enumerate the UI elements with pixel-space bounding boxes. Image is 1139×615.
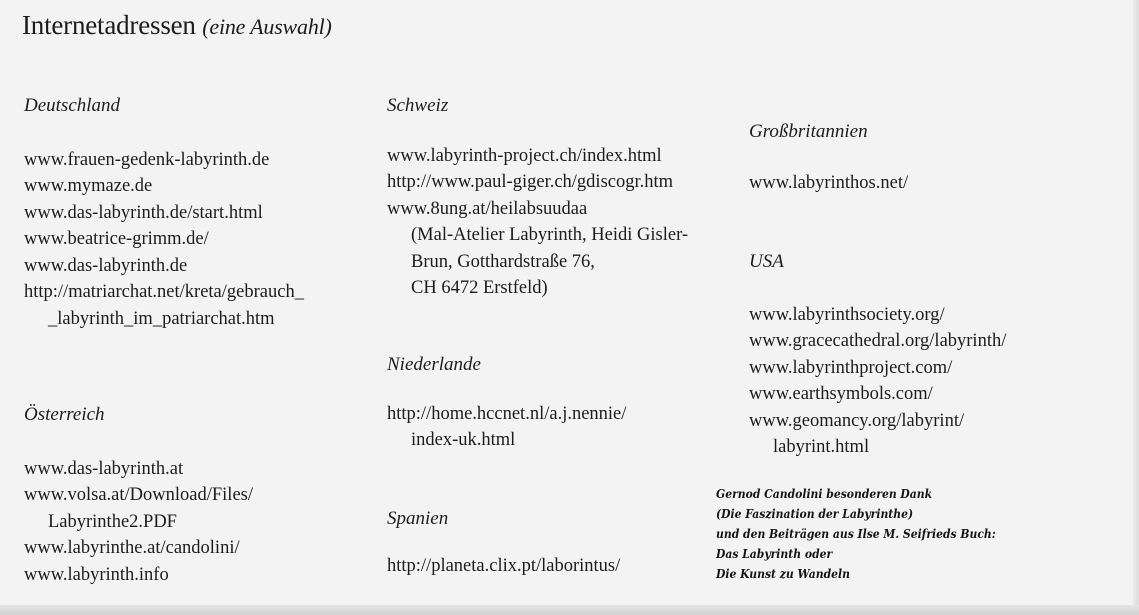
section-deutschland xyxy=(24,93,304,332)
section-oesterreich xyxy=(24,402,253,588)
section-grossbritannien xyxy=(749,119,908,196)
link-planeta-clix[interactable]: http://planeta.clix.pt/laborintus/ xyxy=(387,555,621,576)
link-mymaze[interactable]: www.mymaze.de xyxy=(24,176,153,196)
title-text: Internetadressen xyxy=(22,10,196,40)
page-title xyxy=(22,10,332,41)
link-hccnet-cont[interactable]: index-uk.html xyxy=(411,430,516,450)
section-spanien xyxy=(387,506,620,579)
country-heading: USA xyxy=(749,251,784,272)
link-volsa[interactable]: www.volsa.at/Download/Files/ xyxy=(24,485,254,505)
link-frauen-gedenk-labyrinth[interactable]: www.frauen-gedenk-labyrinth.de xyxy=(24,149,270,170)
title-subtitle: (eine Auswahl) xyxy=(202,14,332,39)
section-schweiz xyxy=(387,93,688,302)
link-labyrinthos[interactable]: www.labyrinthos.net/ xyxy=(749,172,909,193)
link-matriarchat[interactable]: http://matriarchat.net/kreta/gebrauch_ xyxy=(24,282,304,302)
link-labyrinth-info[interactable]: www.labyrinth.info xyxy=(24,564,169,585)
link-volsa-cont[interactable]: Labyrinthe2.PDF xyxy=(48,511,177,532)
link-geomancy[interactable]: www.geomancy.org/labyrint/ xyxy=(749,410,965,431)
credits-line: Gernod Candolini besonderen Dank xyxy=(716,487,933,501)
credits-line: Das Labyrinth oder xyxy=(716,547,833,561)
link-das-labyrinth-de[interactable]: www.das-labyrinth.de xyxy=(24,255,188,276)
country-heading: Deutschland xyxy=(24,95,121,116)
link-labyrinth-project-ch[interactable]: www.labyrinth-project.ch/index.html xyxy=(387,145,662,166)
link-hccnet[interactable]: http://home.hccnet.nl/a.j.nennie/ xyxy=(387,403,627,424)
page-right-edge xyxy=(1133,0,1139,615)
link-8ung[interactable]: www.8ung.at/heilabsuudaa xyxy=(387,198,588,219)
link-gracecathedral[interactable]: www.gracecathedral.org/labyrinth/ xyxy=(749,331,1007,351)
link-paul-giger[interactable]: http://www.paul-giger.ch/gdiscogr.htm xyxy=(387,172,674,192)
link-matriarchat-cont[interactable]: _labyrinth_im_patriarchat.htm xyxy=(48,308,275,329)
link-das-labyrinth-start[interactable]: www.das-labyrinth.de/start.html xyxy=(24,202,263,223)
link-earthsymbols[interactable]: www.earthsymbols.com/ xyxy=(749,384,933,404)
link-labyrinthsociety[interactable]: www.labyrinthsociety.org/ xyxy=(749,304,945,325)
section-usa xyxy=(749,249,1006,461)
address-line-3: CH 6472 Erstfeld) xyxy=(411,278,548,298)
credits-line: Die Kunst zu Wandeln xyxy=(716,567,850,581)
link-labyrinthe-candolini[interactable]: www.labyrinthe.at/candolini/ xyxy=(24,538,240,558)
link-geomancy-cont[interactable]: labyrint.html xyxy=(773,437,870,457)
address-line-2: Brun, Gotthardstraße 76, xyxy=(411,251,595,272)
link-labyrinthproject[interactable]: www.labyrinthproject.com/ xyxy=(749,357,953,378)
country-heading: Großbritannien xyxy=(749,121,868,142)
section-niederlande xyxy=(387,352,626,454)
address-line-1: (Mal-Atelier Labyrinth, Heidi Gisler- xyxy=(411,225,689,245)
link-das-labyrinth-at[interactable]: www.das-labyrinth.at xyxy=(24,458,184,479)
credits-line: und den Beiträgen aus Ilse M. Seifrieds Buch: xyxy=(716,527,996,541)
country-heading: Österreich xyxy=(24,404,105,425)
country-heading: Niederlande xyxy=(387,354,481,375)
country-heading: Spanien xyxy=(387,508,449,529)
credits-line: (Die Faszination der Labyrinthe) xyxy=(716,507,914,521)
link-beatrice-grimm[interactable]: www.beatrice-grimm.de/ xyxy=(24,229,209,249)
credits-note xyxy=(716,484,996,584)
page-bottom-edge xyxy=(0,605,1139,615)
country-heading: Schweiz xyxy=(387,95,449,116)
